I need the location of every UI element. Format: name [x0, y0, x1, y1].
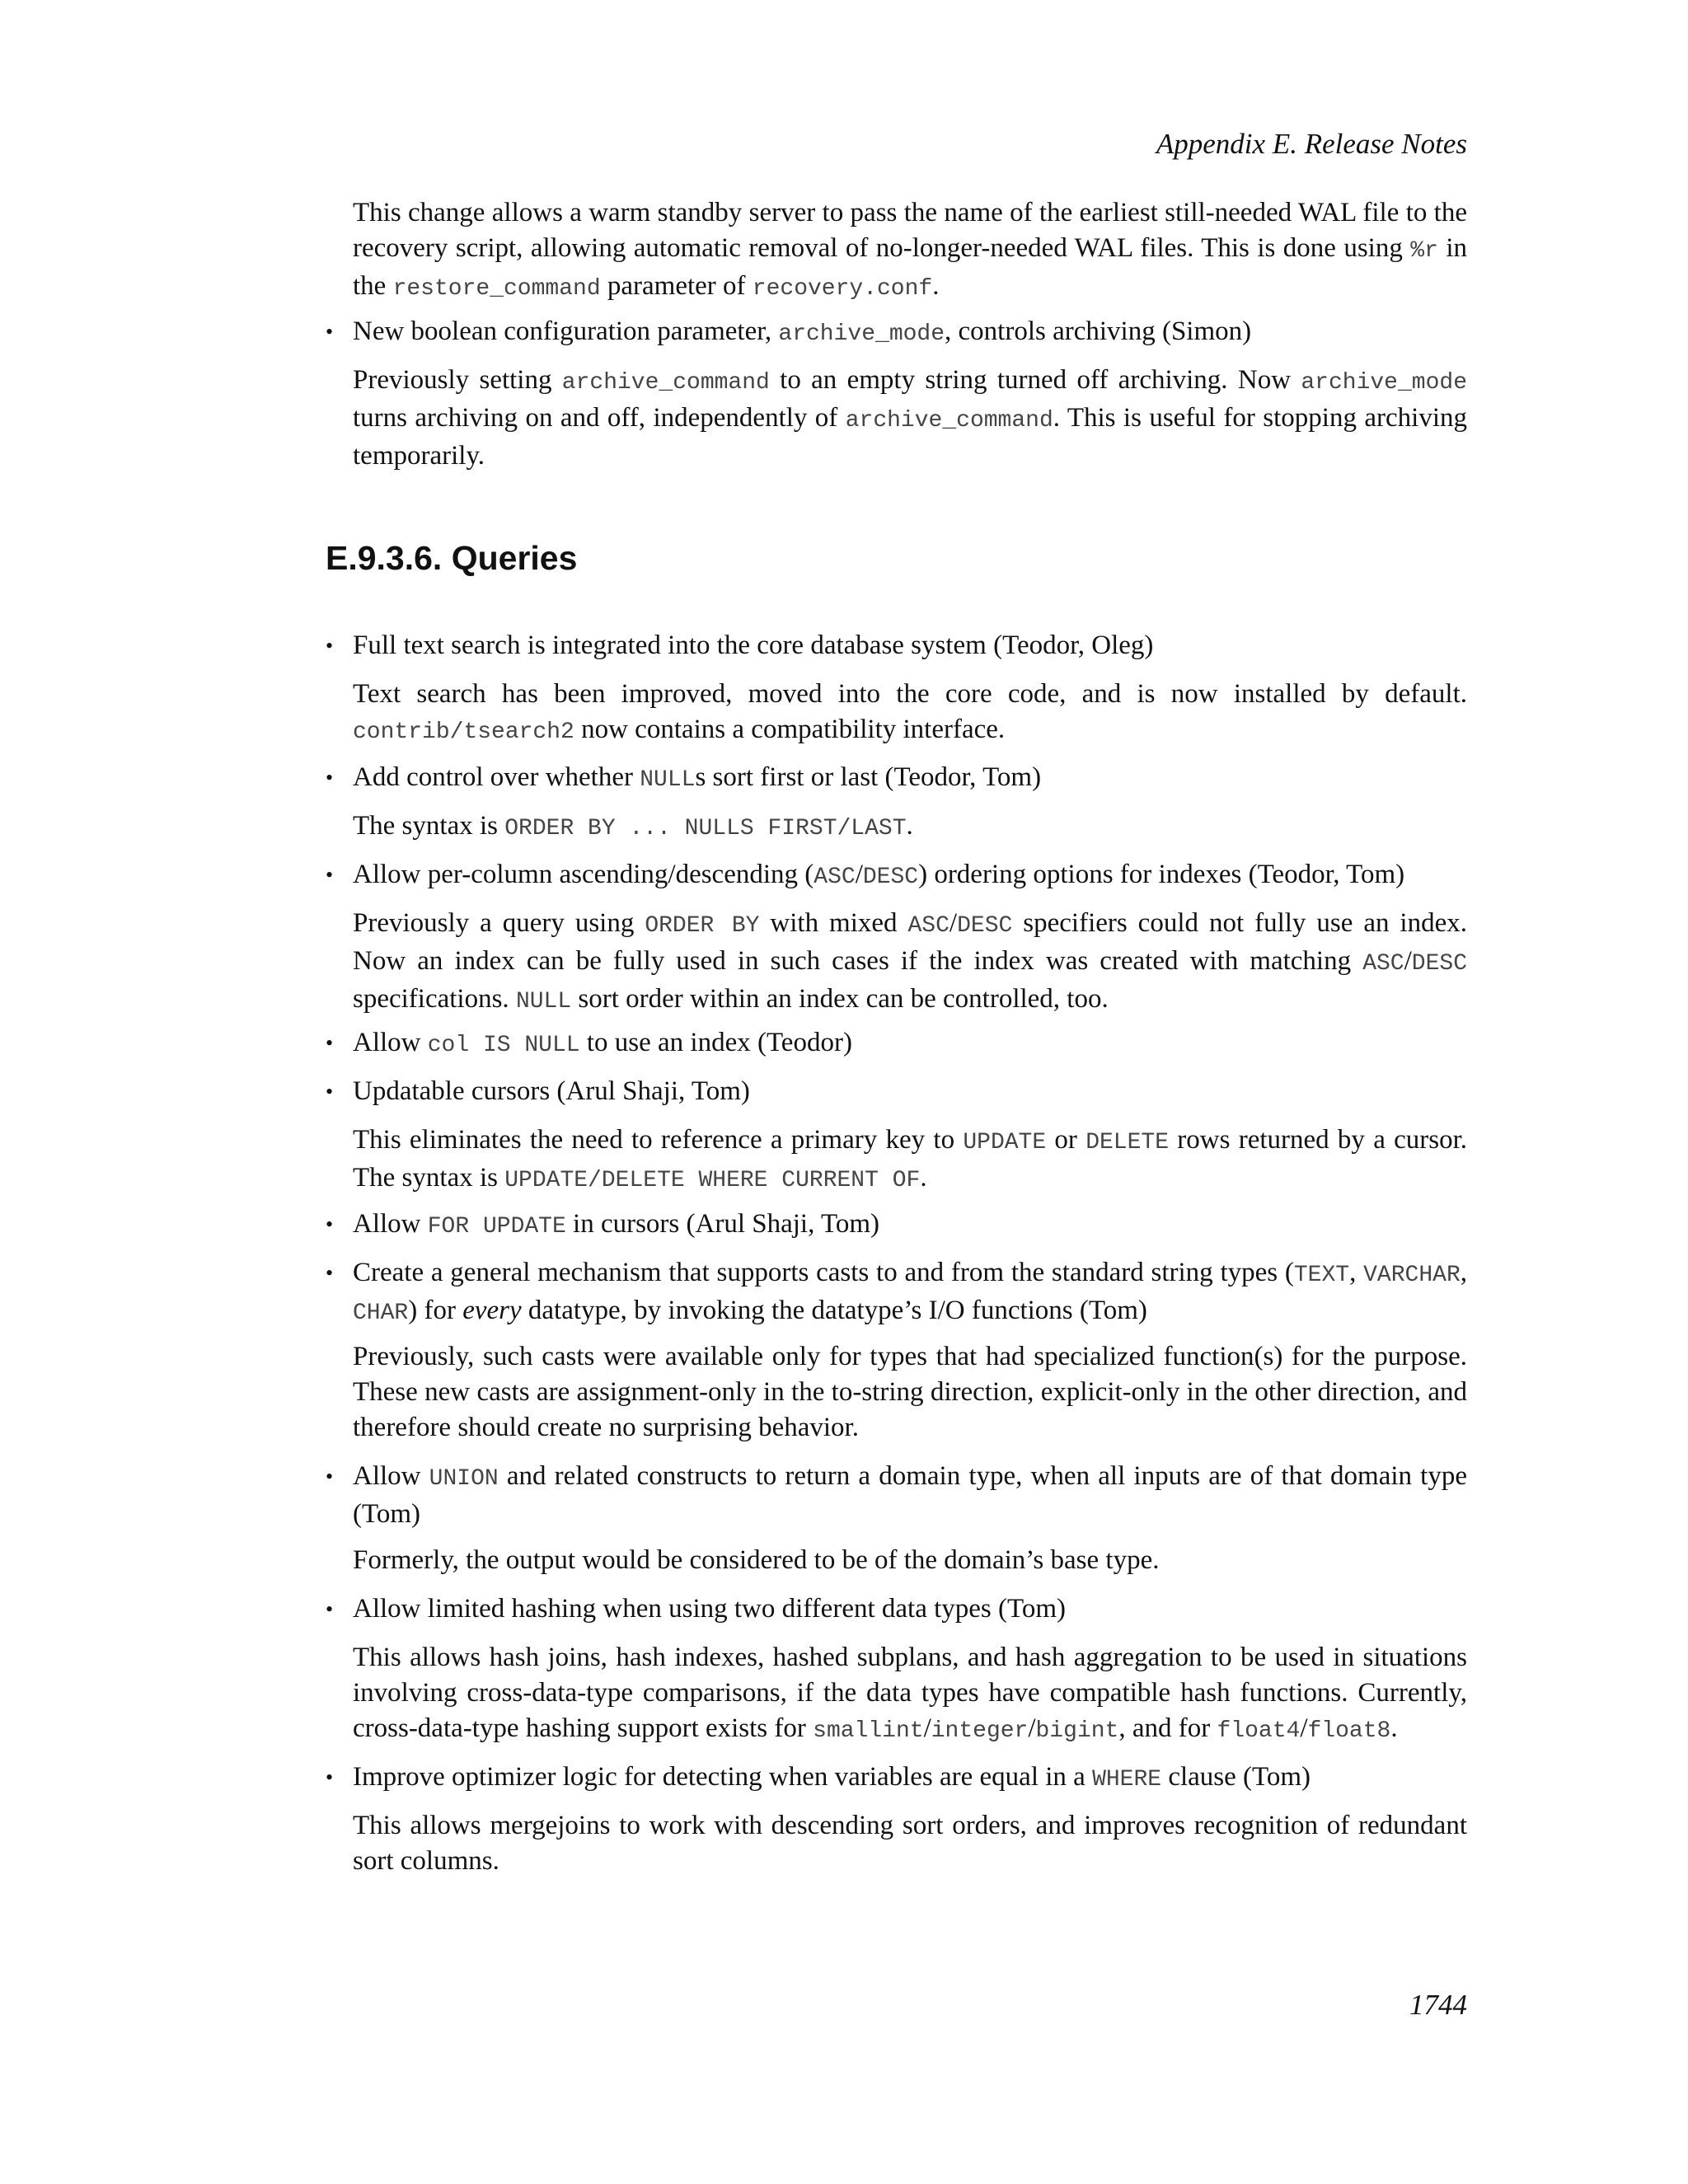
code-snippet: UPDATE	[963, 1130, 1047, 1155]
code-snippet: VARCHAR	[1363, 1263, 1461, 1288]
limited-hashing-description: This allows hash joins, hash indexes, hashed subplans, and hash aggregation to be used in situations involving cross-data-type comparisons, if the data types have compatible hash functions. Currently, cross-data-type hashing support exists for smallint/integer/bigint, and for float4/float8.	[353, 1643, 1467, 1744]
code-snippet: archive_command	[561, 370, 770, 396]
code-snippet: archive_mode	[778, 321, 945, 347]
bullet-marker: •	[326, 766, 334, 790]
code-snippet: UNION	[429, 1466, 499, 1492]
code-snippet: recovery.conf	[752, 276, 933, 302]
emphasis: every	[462, 1296, 522, 1325]
list-item-per-column-ordering: Allow per-column ascending/descending (ASC/DESC) ordering options for indexes (Teodor, Tom)	[353, 860, 1405, 890]
bullet-marker: •	[326, 1765, 334, 1789]
list-item-updatable-cursors: Updatable cursors (Arul Shaji, Tom)	[353, 1076, 750, 1106]
bullet-marker: •	[326, 1080, 334, 1104]
code-snippet: TEXT	[1293, 1263, 1350, 1288]
code-snippet: DESC	[957, 913, 1013, 939]
code-snippet: smallint	[813, 1718, 924, 1744]
code-snippet: float4	[1217, 1718, 1301, 1744]
code-snippet: float8	[1307, 1718, 1391, 1744]
optimizer-description: This allows mergejoins to work with descending sort orders, and improves recognition of redundant sort columns.	[353, 1811, 1467, 1876]
running-header: Appendix E. Release Notes	[1156, 128, 1467, 160]
code-snippet: ORDER BY ... NULLS FIRST/LAST	[504, 816, 907, 841]
bullet-marker: •	[326, 1212, 334, 1236]
code-snippet: integer	[931, 1718, 1029, 1744]
code-snippet: CHAR	[353, 1301, 409, 1326]
code-snippet: FOR UPDATE	[427, 1214, 566, 1240]
union-domain-description: Formerly, the output would be considered to be of the domain’s base type.	[353, 1545, 1160, 1575]
list-item-is-null-index: Allow col IS NULL to use an index (Teodor)	[353, 1028, 852, 1058]
code-snippet: NULL	[515, 989, 572, 1015]
code-snippet: ASC	[907, 913, 950, 939]
list-item-full-text-search: Full text search is integrated into the core database system (Teodor, Oleg)	[353, 630, 1154, 660]
list-item-casts: Create a general mechanism that supports casts to and from the standard string types (TEXT, VARCHAR, CHAR) for every datatype, by invoking the datatype’s I/O functions (Tom)	[353, 1258, 1467, 1326]
list-item-union-domain: Allow UNION and related constructs to return a domain type, when all inputs are of that domain type (Tom)	[353, 1461, 1467, 1529]
list-item-archive-mode: New boolean configuration parameter, archive_mode, controls archiving (Simon)	[353, 316, 1252, 347]
casts-description: Previously, such casts were available only for types that had specialized function(s) for the purpose. These new casts are assignment-only in the to-string direction, explicit-only in the other direction, and therefore should create no surprising behavior.	[353, 1342, 1467, 1442]
code-snippet: NULL	[640, 767, 696, 793]
code-snippet: %r	[1410, 238, 1438, 264]
bullet-marker: •	[326, 1261, 334, 1285]
code-snippet: archive_mode	[1301, 370, 1467, 396]
bullet-marker: •	[326, 1465, 334, 1488]
code-snippet: ASC	[1362, 951, 1404, 977]
code-snippet: DESC	[862, 865, 919, 890]
bullet-marker: •	[326, 634, 334, 658]
code-snippet: DELETE	[1085, 1130, 1170, 1155]
bullet-marker: •	[326, 1597, 334, 1621]
code-snippet: bigint	[1035, 1718, 1119, 1744]
list-item-for-update: Allow FOR UPDATE in cursors (Arul Shaji, Tom)	[353, 1209, 879, 1240]
list-item-optimizer: Improve optimizer logic for detecting when variables are equal in a WHERE clause (Tom)	[353, 1762, 1311, 1793]
updatable-cursors-description: This eliminates the need to reference a primary key to UPDATE or DELETE rows returned by a cursor. The syntax is UPDATE/DELETE WHERE CURRENT OF.	[353, 1125, 1467, 1193]
per-column-ordering-description: Previously a query using ORDER BY with mixed ASC/DESC specifiers could not fully use an index. Now an index can be fully used in such cases if the index was created with matching ASC/DESC specifications. NULL sort order within an index can be controlled, too.	[353, 908, 1468, 1015]
full-text-search-description: Text search has been improved, moved into the core code, and is now installed by default. contrib/tsearch2 now contains a compatibility interface.	[353, 679, 1467, 745]
list-item-nulls-ordering: Add control over whether NULLs sort first or last (Teodor, Tom)	[353, 762, 1042, 793]
code-snippet: WHERE	[1092, 1767, 1162, 1793]
nulls-ordering-description: The syntax is ORDER BY ... NULLS FIRST/LAST.	[353, 811, 913, 841]
code-snippet: DESC	[1411, 951, 1467, 977]
section-heading: E.9.3.6. Queries	[326, 539, 578, 577]
bullet-marker: •	[326, 1031, 334, 1055]
code-snippet: ORDER BY	[645, 913, 760, 939]
code-snippet: ASC	[814, 865, 856, 890]
code-snippet: UPDATE/DELETE WHERE CURRENT OF	[504, 1168, 921, 1193]
bullet-marker: •	[326, 320, 334, 344]
code-snippet: col IS NULL	[427, 1033, 580, 1058]
code-snippet: restore_command	[392, 276, 601, 302]
list-item-limited-hashing: Allow limited hashing when using two different data types (Tom)	[353, 1594, 1067, 1624]
archive-mode-description: Previously setting archive_command to an empty string turned off archiving. Now archive_mode turns archiving on and off, independently of archive_command. This is useful for stopping archiving temporarily.	[353, 365, 1467, 471]
code-snippet: contrib/tsearch2	[353, 719, 574, 745]
intro-paragraph: This change allows a warm standby server to pass the name of the earliest still-needed WAL file to the recovery script, allowing automatic removal of no-longer-needed WAL files. This is done using %r in the restore_command parameter of recovery.conf.	[353, 198, 1467, 302]
code-snippet: archive_command	[845, 408, 1053, 434]
page-number: 1744	[1409, 1989, 1467, 2021]
bullet-marker: •	[326, 863, 334, 887]
